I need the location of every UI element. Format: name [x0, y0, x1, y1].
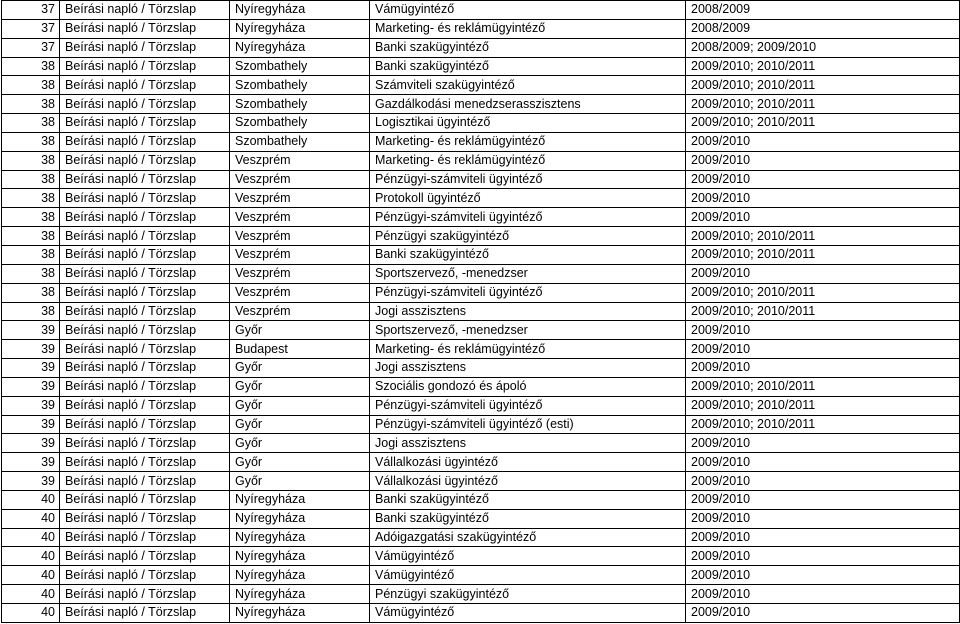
box-number-cell: 39 — [2, 359, 60, 378]
city-cell: Budapest — [230, 340, 370, 359]
city-cell: Veszprém — [230, 151, 370, 170]
school-year-cell: 2009/2010; 2010/2011 — [686, 396, 960, 415]
school-year-cell: 2009/2010 — [686, 340, 960, 359]
qualification-cell: Pénzügyi szakügyintéző — [370, 585, 686, 604]
qualification-cell: Vámügyintéző — [370, 604, 686, 623]
table-row — [2, 321, 960, 340]
box-number-cell: 39 — [2, 377, 60, 396]
qualification-cell: Banki szakügyintéző — [370, 245, 686, 264]
school-year-cell: 2009/2010 — [686, 604, 960, 623]
city-cell: Nyíregyháza — [230, 1, 370, 20]
document-type-cell: Beírási napló / Törzslap — [60, 95, 230, 114]
qualification-cell: Pénzügyi-számviteli ügyintéző — [370, 208, 686, 227]
box-number-cell: 38 — [2, 264, 60, 283]
table-row — [2, 76, 960, 95]
table-row — [2, 57, 960, 76]
qualification-cell: Adóigazgatási szakügyintéző — [370, 528, 686, 547]
school-year-cell: 2009/2010 — [686, 547, 960, 566]
city-cell: Győr — [230, 321, 370, 340]
table-row — [2, 528, 960, 547]
table-row — [2, 472, 960, 491]
school-year-cell: 2009/2010; 2010/2011 — [686, 302, 960, 321]
document-type-cell: Beírási napló / Törzslap — [60, 151, 230, 170]
school-year-cell: 2009/2010; 2010/2011 — [686, 415, 960, 434]
box-number-cell: 40 — [2, 604, 60, 623]
table-row — [2, 585, 960, 604]
records-table — [1, 0, 960, 623]
document-type-cell: Beírási napló / Törzslap — [60, 114, 230, 133]
qualification-cell: Protokoll ügyintéző — [370, 189, 686, 208]
city-cell: Győr — [230, 472, 370, 491]
school-year-cell: 2009/2010 — [686, 151, 960, 170]
table-row — [2, 490, 960, 509]
city-cell: Szombathely — [230, 76, 370, 95]
document-type-cell: Beírási napló / Törzslap — [60, 490, 230, 509]
document-type-cell: Beírási napló / Törzslap — [60, 528, 230, 547]
qualification-cell: Marketing- és reklámügyintéző — [370, 19, 686, 38]
school-year-cell: 2009/2010 — [686, 434, 960, 453]
box-number-cell: 38 — [2, 227, 60, 246]
document-type-cell: Beírási napló / Törzslap — [60, 377, 230, 396]
table-row — [2, 19, 960, 38]
table-row — [2, 151, 960, 170]
document-type-cell: Beírási napló / Törzslap — [60, 415, 230, 434]
qualification-cell: Gazdálkodási menedzserasszisztens — [370, 95, 686, 114]
table-row — [2, 340, 960, 359]
table-row — [2, 170, 960, 189]
table-row — [2, 208, 960, 227]
city-cell: Nyíregyháza — [230, 19, 370, 38]
school-year-cell: 2009/2010 — [686, 528, 960, 547]
city-cell: Győr — [230, 434, 370, 453]
qualification-cell: Banki szakügyintéző — [370, 57, 686, 76]
city-cell: Veszprém — [230, 227, 370, 246]
box-number-cell: 38 — [2, 170, 60, 189]
box-number-cell: 38 — [2, 114, 60, 133]
table-row — [2, 227, 960, 246]
document-type-cell: Beírási napló / Törzslap — [60, 264, 230, 283]
school-year-cell: 2009/2010; 2010/2011 — [686, 114, 960, 133]
qualification-cell: Vámügyintéző — [370, 566, 686, 585]
school-year-cell: 2008/2009 — [686, 19, 960, 38]
school-year-cell: 2009/2010 — [686, 585, 960, 604]
document-type-cell: Beírási napló / Törzslap — [60, 227, 230, 246]
table-row — [2, 245, 960, 264]
school-year-cell: 2009/2010 — [686, 566, 960, 585]
document-type-cell: Beírási napló / Törzslap — [60, 19, 230, 38]
city-cell: Veszprém — [230, 283, 370, 302]
qualification-cell: Vámügyintéző — [370, 547, 686, 566]
document-type-cell: Beírási napló / Törzslap — [60, 321, 230, 340]
document-type-cell: Beírási napló / Törzslap — [60, 76, 230, 95]
qualification-cell: Számviteli szakügyintéző — [370, 76, 686, 95]
document-type-cell: Beírási napló / Törzslap — [60, 189, 230, 208]
box-number-cell: 38 — [2, 208, 60, 227]
school-year-cell: 2008/2009; 2009/2010 — [686, 38, 960, 57]
box-number-cell: 37 — [2, 38, 60, 57]
box-number-cell: 39 — [2, 321, 60, 340]
table-row — [2, 547, 960, 566]
qualification-cell: Vállalkozási ügyintéző — [370, 472, 686, 491]
school-year-cell: 2009/2010 — [686, 208, 960, 227]
school-year-cell: 2009/2010 — [686, 359, 960, 378]
school-year-cell: 2009/2010 — [686, 132, 960, 151]
qualification-cell: Marketing- és reklámügyintéző — [370, 340, 686, 359]
city-cell: Szombathely — [230, 132, 370, 151]
city-cell: Veszprém — [230, 208, 370, 227]
document-type-cell: Beírási napló / Törzslap — [60, 1, 230, 20]
city-cell: Nyíregyháza — [230, 547, 370, 566]
school-year-cell: 2009/2010 — [686, 321, 960, 340]
table-row — [2, 604, 960, 623]
qualification-cell: Pénzügyi-számviteli ügyintéző — [370, 396, 686, 415]
box-number-cell: 37 — [2, 19, 60, 38]
document-type-cell: Beírási napló / Törzslap — [60, 453, 230, 472]
school-year-cell: 2009/2010 — [686, 509, 960, 528]
table-row — [2, 415, 960, 434]
school-year-cell: 2009/2010; 2010/2011 — [686, 95, 960, 114]
document-type-cell: Beírási napló / Törzslap — [60, 509, 230, 528]
qualification-cell: Szociális gondozó és ápoló — [370, 377, 686, 396]
box-number-cell: 38 — [2, 76, 60, 95]
school-year-cell: 2009/2010 — [686, 490, 960, 509]
qualification-cell: Pénzügyi-számviteli ügyintéző — [370, 170, 686, 189]
box-number-cell: 38 — [2, 95, 60, 114]
box-number-cell: 40 — [2, 585, 60, 604]
document-type-cell: Beírási napló / Törzslap — [60, 38, 230, 57]
box-number-cell: 39 — [2, 434, 60, 453]
box-number-cell: 39 — [2, 415, 60, 434]
document-type-cell: Beírási napló / Törzslap — [60, 566, 230, 585]
document-type-cell: Beírási napló / Törzslap — [60, 57, 230, 76]
document-type-cell: Beírási napló / Törzslap — [60, 547, 230, 566]
qualification-cell: Pénzügyi-számviteli ügyintéző — [370, 283, 686, 302]
table-row — [2, 189, 960, 208]
table-row — [2, 264, 960, 283]
table-row — [2, 566, 960, 585]
qualification-cell: Jogi asszisztens — [370, 302, 686, 321]
city-cell: Veszprém — [230, 245, 370, 264]
document-type-cell: Beírási napló / Törzslap — [60, 359, 230, 378]
school-year-cell: 2009/2010; 2010/2011 — [686, 283, 960, 302]
qualification-cell: Sportszervező, -menedzser — [370, 321, 686, 340]
box-number-cell: 38 — [2, 57, 60, 76]
city-cell: Nyíregyháza — [230, 490, 370, 509]
city-cell: Nyíregyháza — [230, 528, 370, 547]
city-cell: Szombathely — [230, 95, 370, 114]
table-row — [2, 396, 960, 415]
document-type-cell: Beírási napló / Törzslap — [60, 434, 230, 453]
box-number-cell: 38 — [2, 245, 60, 264]
city-cell: Győr — [230, 377, 370, 396]
document-type-cell: Beírási napló / Törzslap — [60, 132, 230, 151]
city-cell: Veszprém — [230, 189, 370, 208]
qualification-cell: Sportszervező, -menedzser — [370, 264, 686, 283]
document-type-cell: Beírási napló / Törzslap — [60, 472, 230, 491]
qualification-cell: Marketing- és reklámügyintéző — [370, 151, 686, 170]
table-row — [2, 302, 960, 321]
box-number-cell: 37 — [2, 1, 60, 20]
city-cell: Győr — [230, 359, 370, 378]
city-cell: Nyíregyháza — [230, 604, 370, 623]
school-year-cell: 2009/2010; 2010/2011 — [686, 76, 960, 95]
qualification-cell: Pénzügyi szakügyintéző — [370, 227, 686, 246]
qualification-cell: Logisztikai ügyintéző — [370, 114, 686, 133]
table-row — [2, 359, 960, 378]
qualification-cell: Jogi asszisztens — [370, 434, 686, 453]
school-year-cell: 2009/2010; 2010/2011 — [686, 57, 960, 76]
qualification-cell: Banki szakügyintéző — [370, 490, 686, 509]
qualification-cell: Marketing- és reklámügyintéző — [370, 132, 686, 151]
school-year-cell: 2009/2010; 2010/2011 — [686, 377, 960, 396]
document-type-cell: Beírási napló / Törzslap — [60, 604, 230, 623]
box-number-cell: 40 — [2, 490, 60, 509]
school-year-cell: 2009/2010 — [686, 472, 960, 491]
table-row — [2, 377, 960, 396]
table-row — [2, 434, 960, 453]
document-type-cell: Beírási napló / Törzslap — [60, 302, 230, 321]
table-row — [2, 132, 960, 151]
box-number-cell: 39 — [2, 453, 60, 472]
box-number-cell: 38 — [2, 283, 60, 302]
table-row — [2, 283, 960, 302]
table-row — [2, 1, 960, 20]
box-number-cell: 38 — [2, 302, 60, 321]
records-table-body — [2, 1, 960, 623]
table-row — [2, 114, 960, 133]
document-type-cell: Beírási napló / Törzslap — [60, 340, 230, 359]
qualification-cell: Pénzügyi-számviteli ügyintéző (esti) — [370, 415, 686, 434]
city-cell: Nyíregyháza — [230, 38, 370, 57]
table-row — [2, 38, 960, 57]
document-type-cell: Beírási napló / Törzslap — [60, 585, 230, 604]
table-row — [2, 509, 960, 528]
box-number-cell: 39 — [2, 340, 60, 359]
qualification-cell: Banki szakügyintéző — [370, 38, 686, 57]
city-cell: Szombathely — [230, 57, 370, 76]
table-row — [2, 453, 960, 472]
city-cell: Nyíregyháza — [230, 509, 370, 528]
city-cell: Győr — [230, 415, 370, 434]
qualification-cell: Vámügyintéző — [370, 1, 686, 20]
city-cell: Győr — [230, 453, 370, 472]
qualification-cell: Banki szakügyintéző — [370, 509, 686, 528]
school-year-cell: 2009/2010 — [686, 170, 960, 189]
qualification-cell: Vállalkozási ügyintéző — [370, 453, 686, 472]
school-year-cell: 2009/2010 — [686, 453, 960, 472]
document-type-cell: Beírási napló / Törzslap — [60, 245, 230, 264]
document-type-cell: Beírási napló / Törzslap — [60, 396, 230, 415]
box-number-cell: 38 — [2, 189, 60, 208]
document-type-cell: Beírási napló / Törzslap — [60, 283, 230, 302]
box-number-cell: 40 — [2, 566, 60, 585]
city-cell: Veszprém — [230, 302, 370, 321]
city-cell: Nyíregyháza — [230, 566, 370, 585]
school-year-cell: 2009/2010 — [686, 264, 960, 283]
box-number-cell: 39 — [2, 472, 60, 491]
school-year-cell: 2009/2010; 2010/2011 — [686, 227, 960, 246]
school-year-cell: 2008/2009 — [686, 1, 960, 20]
document-type-cell: Beírási napló / Törzslap — [60, 208, 230, 227]
city-cell: Veszprém — [230, 170, 370, 189]
city-cell: Nyíregyháza — [230, 585, 370, 604]
qualification-cell: Jogi asszisztens — [370, 359, 686, 378]
school-year-cell: 2009/2010; 2010/2011 — [686, 245, 960, 264]
box-number-cell: 40 — [2, 547, 60, 566]
school-year-cell: 2009/2010 — [686, 189, 960, 208]
table-row — [2, 95, 960, 114]
city-cell: Veszprém — [230, 264, 370, 283]
document-type-cell: Beírási napló / Törzslap — [60, 170, 230, 189]
city-cell: Győr — [230, 396, 370, 415]
box-number-cell: 40 — [2, 528, 60, 547]
box-number-cell: 40 — [2, 509, 60, 528]
box-number-cell: 38 — [2, 132, 60, 151]
city-cell: Szombathely — [230, 114, 370, 133]
box-number-cell: 39 — [2, 396, 60, 415]
box-number-cell: 38 — [2, 151, 60, 170]
